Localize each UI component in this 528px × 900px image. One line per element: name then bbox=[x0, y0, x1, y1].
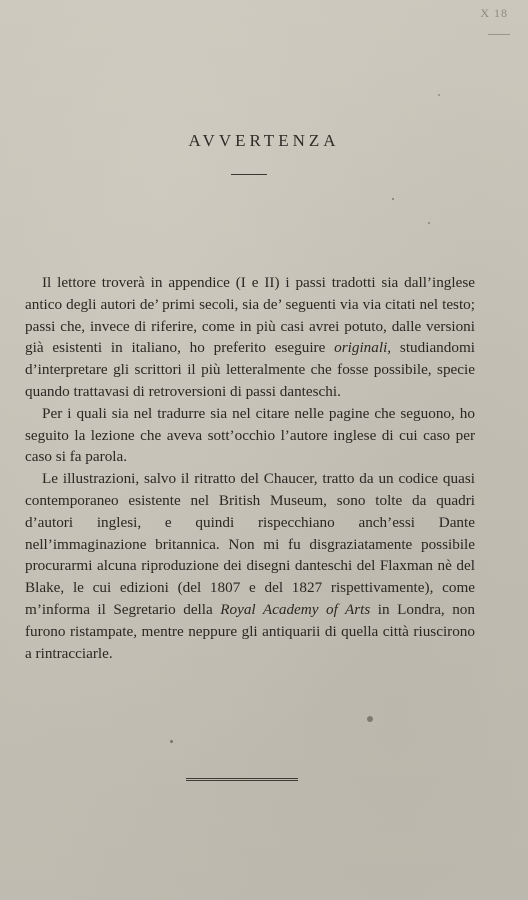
paragraph-1-text-a: Il lettore troverà in appendice (I e II) i passi tradotti sia dall’inglese antico degli autori de’ primi secoli, sia de’ seguenti via via citati nel testo; passi che, invece di riferire, come in più casi avrei potuto, dalle versioni già esistenti in italiano, ho preferito eseguire bbox=[25, 274, 475, 357]
page-heading: AVVERTENZA bbox=[188, 131, 340, 150]
paragraph-3 bbox=[25, 468, 475, 664]
paper-speck bbox=[428, 222, 430, 224]
paper-speck bbox=[392, 198, 394, 200]
paper-speck bbox=[367, 716, 373, 722]
paragraph-2 bbox=[25, 403, 475, 468]
paper-speck bbox=[438, 94, 440, 96]
paragraph-3-text-a: Le illustrazioni, salvo il ritratto del Chaucer, tratto da un codice quasi contemporaneo esistente nel British Museum, sono tolte da quadri d’autori inglesi, e quindi rispecchiano anch’essi Dante nell’immaginazione britannica. Non mi fu disgraziatamente possibile procurarmi alcuna riproduzione dei disegni danteschi del Flaxman nè del Blake, le cui edizioni (del 1807 e del 1827 rispettivamente), come m’informa il Segretario della bbox=[25, 470, 475, 618]
paragraph-3-italic: Royal Academy of Arts bbox=[220, 600, 371, 618]
library-shelf-mark: X 18 bbox=[480, 6, 508, 20]
shelf-mark-underline bbox=[488, 34, 510, 35]
notice-body bbox=[25, 272, 475, 664]
paragraph-1-italic: originali, bbox=[334, 339, 392, 357]
paper-speck bbox=[170, 740, 173, 743]
paragraph-1-text-b: studiandomi d’interpretare gli scrittori il più letteralmente che fosse possibile, specie quando trattavasi di retroversioni di passi danteschi. bbox=[25, 339, 475, 400]
closing-double-rule bbox=[186, 778, 298, 781]
paragraph-1 bbox=[25, 272, 475, 403]
paragraph-2-text: Per i quali sia nel tradurre sia nel citare nelle pagine che seguono, ho seguito la lezione che aveva sott’occhio l’autore inglese di cui caso per caso si fa parola. bbox=[25, 404, 475, 466]
heading-divider bbox=[231, 174, 267, 175]
paragraph-3-text-b: in Londra, non furono ristampate, mentre neppure gli antiquarii di quella città riuscirono a rintracciarle. bbox=[25, 600, 475, 662]
